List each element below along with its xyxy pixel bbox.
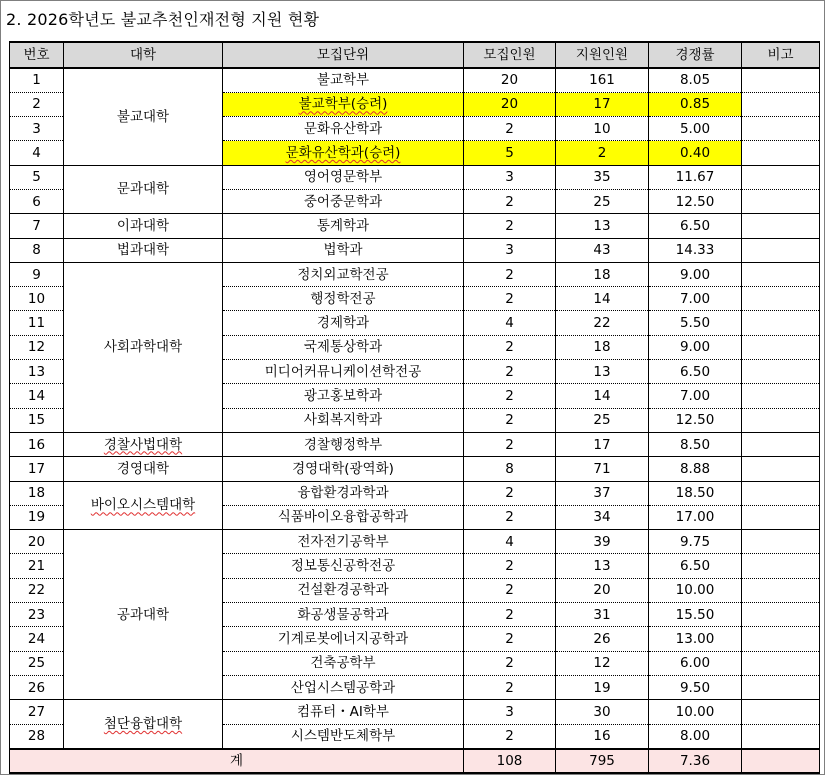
- table-row: [10, 530, 820, 554]
- unit-cell: 건축공학부: [223, 651, 464, 675]
- total-applicants: 795: [556, 749, 649, 773]
- row-number: 19: [10, 505, 64, 529]
- header-ratio: 경쟁률: [649, 42, 742, 68]
- college-cell: [64, 530, 223, 700]
- table-row: [10, 262, 820, 286]
- note-cell: [742, 432, 820, 456]
- college-name: 법과대학: [116, 242, 170, 259]
- ratio-cell: 9.00: [649, 335, 742, 359]
- applicants-cell: 30: [556, 700, 649, 724]
- applicants-cell: 16: [556, 724, 649, 749]
- quota-cell: 4: [464, 530, 556, 554]
- table-row: [10, 700, 820, 724]
- header-quota: 모집인원: [464, 42, 556, 68]
- quota-cell: 3: [464, 165, 556, 189]
- quota-cell: 2: [464, 651, 556, 675]
- applicants-cell: 13: [556, 360, 649, 384]
- application-status-table: [9, 41, 820, 774]
- page-title: 2. 2026학년도 불교추천인재전형 지원 현황: [6, 10, 320, 29]
- row-number: 20: [10, 530, 64, 554]
- unit-cell: 시스템반도체학부: [223, 724, 464, 749]
- row-number: 26: [10, 675, 64, 699]
- ratio-cell: 6.50: [649, 554, 742, 578]
- table-row: [10, 68, 820, 93]
- note-cell: [742, 457, 820, 481]
- quota-cell: 2: [464, 627, 556, 651]
- unit-cell: 문화유산학과: [223, 117, 464, 141]
- row-number: 18: [10, 481, 64, 505]
- ratio-cell: 7.00: [649, 287, 742, 311]
- college-cell: [64, 481, 223, 530]
- quota-cell: 4: [464, 311, 556, 335]
- college-cell: [64, 214, 223, 238]
- unit-cell: 행정학전공: [223, 287, 464, 311]
- row-number: 14: [10, 384, 64, 408]
- ratio-cell: 9.00: [649, 262, 742, 286]
- college-cell: [64, 700, 223, 749]
- note-cell: [742, 481, 820, 505]
- unit-cell: 국제통상학과: [223, 335, 464, 359]
- row-number: 9: [10, 262, 64, 286]
- college-cell: [64, 432, 223, 456]
- total-label: 계: [10, 749, 464, 773]
- total-row: [10, 749, 820, 773]
- applicants-cell: 35: [556, 165, 649, 189]
- applicants-cell: 10: [556, 117, 649, 141]
- note-cell: [742, 335, 820, 359]
- row-number: 21: [10, 554, 64, 578]
- ratio-cell: 9.50: [649, 675, 742, 699]
- note-cell: [742, 117, 820, 141]
- unit-cell: 통계학과: [223, 214, 464, 238]
- quota-cell: 2: [464, 578, 556, 602]
- row-number: 3: [10, 117, 64, 141]
- note-cell: [742, 384, 820, 408]
- header-no: 번호: [10, 42, 64, 68]
- quota-cell: 3: [464, 238, 556, 262]
- quota-cell: 2: [464, 214, 556, 238]
- row-number: 23: [10, 603, 64, 627]
- unit-cell: 경영대학(광역화): [223, 457, 464, 481]
- applicants-cell: 20: [556, 578, 649, 602]
- note-cell: [742, 505, 820, 529]
- table-row: [10, 238, 820, 262]
- ratio-cell: 8.50: [649, 432, 742, 456]
- note-cell: [742, 408, 820, 432]
- ratio-cell: 6.50: [649, 214, 742, 238]
- applicants-cell: 17: [556, 92, 649, 116]
- applicants-cell: 19: [556, 675, 649, 699]
- header-unit: 모집단위: [223, 42, 464, 68]
- quota-cell: 20: [464, 68, 556, 93]
- total-note: [742, 749, 820, 773]
- ratio-cell: 0.85: [649, 92, 742, 116]
- ratio-cell: 15.50: [649, 603, 742, 627]
- quota-cell: 2: [464, 360, 556, 384]
- row-number: 16: [10, 432, 64, 456]
- unit-cell: 기계로봇에너지공학과: [223, 627, 464, 651]
- applicants-cell: 17: [556, 432, 649, 456]
- row-number: 28: [10, 724, 64, 749]
- row-number: 10: [10, 287, 64, 311]
- applicants-cell: 13: [556, 214, 649, 238]
- unit-cell: 문화유산학과(승려): [223, 141, 464, 165]
- college-name: 불교대학: [116, 108, 170, 125]
- applicants-cell: 2: [556, 141, 649, 165]
- row-number: 15: [10, 408, 64, 432]
- applicants-cell: 71: [556, 457, 649, 481]
- table-row: [10, 481, 820, 505]
- unit-cell: 법학과: [223, 238, 464, 262]
- table-row: [10, 165, 820, 189]
- note-cell: [742, 165, 820, 189]
- college-name: 경찰사법대학: [103, 436, 183, 453]
- row-number: 2: [10, 92, 64, 116]
- unit-cell: 영어영문학부: [223, 165, 464, 189]
- unit-cell: 화공생물공학과: [223, 603, 464, 627]
- ratio-cell: 6.00: [649, 651, 742, 675]
- applicants-cell: 14: [556, 287, 649, 311]
- ratio-cell: 5.50: [649, 311, 742, 335]
- header-note: 비고: [742, 42, 820, 68]
- row-number: 7: [10, 214, 64, 238]
- unit-cell: 컴퓨터・AI학부: [223, 700, 464, 724]
- applicants-cell: 161: [556, 68, 649, 93]
- row-number: 22: [10, 578, 64, 602]
- note-cell: [742, 675, 820, 699]
- row-number: 12: [10, 335, 64, 359]
- row-number: 24: [10, 627, 64, 651]
- quota-cell: 2: [464, 117, 556, 141]
- unit-cell: 건설환경공학과: [223, 578, 464, 602]
- applicants-cell: 25: [556, 189, 649, 213]
- quota-cell: 2: [464, 603, 556, 627]
- table-row: [10, 214, 820, 238]
- note-cell: [742, 141, 820, 165]
- unit-cell: 중어중문학과: [223, 189, 464, 213]
- ratio-cell: 11.67: [649, 165, 742, 189]
- row-number: 11: [10, 311, 64, 335]
- college-cell: [64, 68, 223, 166]
- quota-cell: 2: [464, 724, 556, 749]
- college-name: 경영대학: [116, 460, 170, 477]
- ratio-cell: 14.33: [649, 238, 742, 262]
- unit-cell: 융합환경과학과: [223, 481, 464, 505]
- applicants-cell: 13: [556, 554, 649, 578]
- row-number: 17: [10, 457, 64, 481]
- unit-cell: 미디어커뮤니케이션학전공: [223, 360, 464, 384]
- unit-cell: 불교학부(승려): [223, 92, 464, 116]
- note-cell: [742, 68, 820, 93]
- quota-cell: 20: [464, 92, 556, 116]
- applicants-cell: 14: [556, 384, 649, 408]
- ratio-cell: 8.88: [649, 457, 742, 481]
- note-cell: [742, 651, 820, 675]
- applicants-cell: 25: [556, 408, 649, 432]
- note-cell: [742, 214, 820, 238]
- note-cell: [742, 238, 820, 262]
- note-cell: [742, 627, 820, 651]
- quota-cell: 2: [464, 408, 556, 432]
- college-name: 공과대학: [116, 606, 170, 623]
- note-cell: [742, 311, 820, 335]
- quota-cell: 2: [464, 262, 556, 286]
- table-row: [10, 457, 820, 481]
- ratio-cell: 18.50: [649, 481, 742, 505]
- ratio-cell: 0.40: [649, 141, 742, 165]
- applicants-cell: 43: [556, 238, 649, 262]
- note-cell: [742, 360, 820, 384]
- quota-cell: 2: [464, 384, 556, 408]
- quota-cell: 2: [464, 335, 556, 359]
- applicants-cell: 37: [556, 481, 649, 505]
- ratio-cell: 8.05: [649, 68, 742, 93]
- college-cell: [64, 457, 223, 481]
- ratio-cell: 12.50: [649, 408, 742, 432]
- quota-cell: 2: [464, 675, 556, 699]
- quota-cell: 8: [464, 457, 556, 481]
- applicants-cell: 22: [556, 311, 649, 335]
- college-name: 첨단융합대학: [103, 716, 183, 733]
- note-cell: [742, 189, 820, 213]
- unit-cell: 경제학과: [223, 311, 464, 335]
- row-number: 6: [10, 189, 64, 213]
- applicants-cell: 26: [556, 627, 649, 651]
- unit-cell: 불교학부: [223, 68, 464, 93]
- ratio-cell: 6.50: [649, 360, 742, 384]
- table-row: [10, 432, 820, 456]
- note-cell: [742, 578, 820, 602]
- header-college: 대학: [64, 42, 223, 68]
- quota-cell: 5: [464, 141, 556, 165]
- unit-cell: 식품바이오융합공학과: [223, 505, 464, 529]
- row-number: 8: [10, 238, 64, 262]
- quota-cell: 2: [464, 189, 556, 213]
- row-number: 25: [10, 651, 64, 675]
- quota-cell: 2: [464, 505, 556, 529]
- applicants-cell: 18: [556, 262, 649, 286]
- college-name: 사회과학대학: [103, 339, 183, 356]
- header-applicants: 지원인원: [556, 42, 649, 68]
- ratio-cell: 17.00: [649, 505, 742, 529]
- applicants-cell: 12: [556, 651, 649, 675]
- ratio-cell: 12.50: [649, 189, 742, 213]
- quota-cell: 2: [464, 287, 556, 311]
- applicants-cell: 39: [556, 530, 649, 554]
- note-cell: [742, 287, 820, 311]
- college-cell: [64, 238, 223, 262]
- note-cell: [742, 724, 820, 749]
- row-number: 13: [10, 360, 64, 384]
- unit-cell: 정치외교학전공: [223, 262, 464, 286]
- header-row: [10, 42, 820, 68]
- note-cell: [742, 530, 820, 554]
- row-number: 4: [10, 141, 64, 165]
- note-cell: [742, 554, 820, 578]
- table-body: [10, 68, 820, 749]
- ratio-cell: 10.00: [649, 700, 742, 724]
- note-cell: [742, 700, 820, 724]
- total-quota: 108: [464, 749, 556, 773]
- row-number: 5: [10, 165, 64, 189]
- college-cell: [64, 262, 223, 432]
- row-number: 27: [10, 700, 64, 724]
- college-name: 문과대학: [116, 181, 170, 198]
- quota-cell: 3: [464, 700, 556, 724]
- ratio-cell: 9.75: [649, 530, 742, 554]
- quota-cell: 2: [464, 554, 556, 578]
- unit-cell: 정보통신공학전공: [223, 554, 464, 578]
- quota-cell: 2: [464, 432, 556, 456]
- ratio-cell: 5.00: [649, 117, 742, 141]
- ratio-cell: 7.00: [649, 384, 742, 408]
- applicants-cell: 18: [556, 335, 649, 359]
- unit-cell: 광고홍보학과: [223, 384, 464, 408]
- college-name: 이과대학: [116, 217, 170, 234]
- unit-cell: 전자전기공학부: [223, 530, 464, 554]
- row-number: 1: [10, 68, 64, 93]
- note-cell: [742, 603, 820, 627]
- unit-cell: 산업시스템공학과: [223, 675, 464, 699]
- unit-cell: 경찰행정학부: [223, 432, 464, 456]
- college-name: 바이오시스템대학: [90, 497, 196, 514]
- ratio-cell: 8.00: [649, 724, 742, 749]
- quota-cell: 2: [464, 481, 556, 505]
- college-cell: [64, 165, 223, 214]
- applicants-cell: 31: [556, 603, 649, 627]
- note-cell: [742, 262, 820, 286]
- unit-cell: 사회복지학과: [223, 408, 464, 432]
- ratio-cell: 13.00: [649, 627, 742, 651]
- note-cell: [742, 92, 820, 116]
- ratio-cell: 10.00: [649, 578, 742, 602]
- total-ratio: 7.36: [649, 749, 742, 773]
- applicants-cell: 34: [556, 505, 649, 529]
